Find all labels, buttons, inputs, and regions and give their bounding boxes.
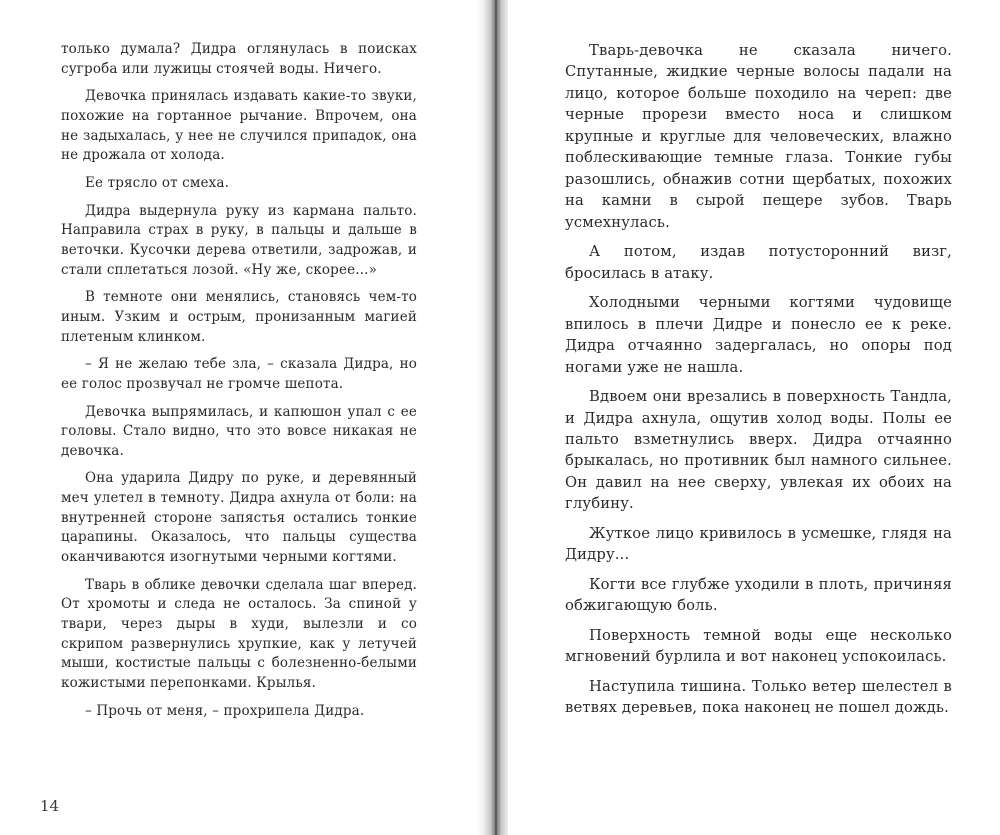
paragraph: – Я не желаю тебе зла, – сказала Дидра, но ее голос прозвучал не громче шепота. — [61, 356, 417, 392]
paragraph: Ее трясло от смеха. — [85, 174, 230, 191]
paragraph: Тварь в облике девочки сделала шаг вперед. От хромоты и следа не осталось. За спиной у твари, через дыры в худи, вылезли и со скрипом развернулись хрупкие, как у летучей мыши, костистые пальцы с болезненно-белыми кожистыми перепонками. Крылья. — [61, 576, 417, 692]
left-page — [0, 0, 488, 835]
paragraph: Когти все глубже уходили в плоть, причиняя обжигающую боль. — [565, 575, 952, 615]
left-page-text — [61, 40, 417, 729]
paragraph: Жуткое лицо кривилось в усмешке, глядя на Дидру... — [565, 524, 952, 564]
paragraph: Она ударила Дидру по руке, и деревянный меч улетел в темноту. Дидра ахнула от боли: на внутренней стороне запястья остались тонкие царапины. Оказалось, что пальцы существа оканчиваются изогнутыми черными когтями. — [61, 470, 417, 566]
paragraph: В темноте они менялись, становясь чем-то иным. Узким и острым, пронизанным магией плетеным клинком. — [61, 289, 417, 345]
paragraph: Холодными черными когтями чудовище впилось в плечи Дидре и понесло ее к реке. Дидра отчаянно задергалась, но опоры под ногами уже не нашла. — [565, 294, 952, 376]
right-page — [508, 0, 1000, 835]
page-number: 14 — [40, 797, 60, 815]
paragraph: Наступила тишина. Только ветер шелестел в ветвях деревьев, пока наконец не пошел дождь. — [565, 677, 952, 717]
paragraph: Дидра выдернула руку из кармана пальто. Направила страх в руку, в пальцы и дальше в веточки. Кусочки дерева ответили, задрожав, и стали сплетаться лозой. «Ну же, скорее...» — [61, 202, 417, 278]
paragraph: Девочка выпрямилась, и капюшон упал с ее головы. Стало видно, что это вовсе никакая не девочка. — [61, 403, 417, 459]
paragraph: – Прочь от меня, – прохрипела Дидра. — [85, 702, 365, 719]
paragraph: Вдвоем они врезались в поверхность Тандла, и Дидра ахнула, ощутив холод воды. Полы ее пальто взметнулись вверх. Дидра отчаянно брыкалась, но противник был намного сильнее. Он давил на нее сверху, увлекая их обоих на глубину. — [565, 388, 952, 513]
paragraph: Девочка принялась издавать какие-то звуки, похожие на гортанное рычание. Впрочем, она не задыхалась, у нее не случился припадок, она не дрожала от холода. — [61, 88, 417, 164]
paragraph: только думала? Дидра оглянулась в поисках сугроба или лужицы стоячей воды. Ничего. — [61, 41, 417, 77]
paragraph: А потом, издав потусторонний визг, бросилась в атаку. — [565, 243, 952, 282]
right-page-text — [565, 40, 952, 727]
paragraph: Тварь-девочка не сказала ничего. Спутанные, жидкие черные волосы падали на лицо, которое больше походило на череп: две черные прорези вместо носа и слишком крупные и круглые для человеческих, влажно поблескивающие темные глаза. Тонкие губы разошлись, обнажив сотни щербатых, похожих на камни в сырой пещере зубов. Тварь усмехнулась. — [565, 42, 952, 231]
paragraph: Поверхность темной воды еще несколько мгновений бурлила и вот наконец успокоилась. — [565, 626, 952, 666]
